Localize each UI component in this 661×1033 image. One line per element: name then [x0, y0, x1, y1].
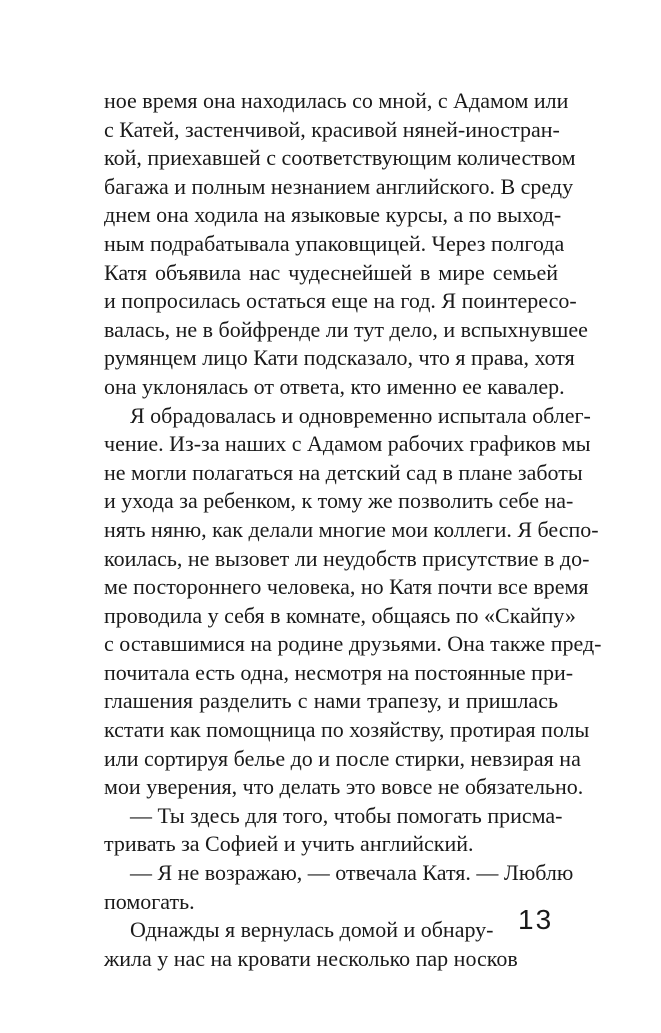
text-line: тривать за Софией и учить английский. [104, 831, 474, 857]
text-line: кой, приехавшей с соответствующим количеством [104, 145, 576, 171]
text-line: Катя объявила нас чудеснейшей в мире семьей [104, 259, 558, 285]
page-number: 13 [518, 904, 554, 935]
text-line: или сортируя белье до и после стирки, невзирая на [104, 745, 581, 771]
text-line: мои уверения, что делать это вовсе не обязательно. [104, 774, 584, 800]
text-line: Однажды я вернулась домой и обнару- [130, 917, 494, 943]
text-line: чение. Из-за наших с Адамом рабочих графиков мы [104, 431, 591, 457]
text-line: багажа и полным незнанием английского. В среду [104, 173, 574, 199]
text-line: ное время она находилась со мной, с Адамом или [104, 88, 569, 113]
text-line: с оставшимися на родине друзьями. Она также пред- [104, 631, 602, 657]
text-line: не могли полагаться на детский сад в плане заботы [104, 459, 583, 485]
text-line: почитала есть одна, несмотря на постоянные при- [104, 659, 574, 685]
text-line: кстати как помощница по хозяйству, протирая полы [104, 717, 590, 743]
text-line: ным подрабатывала упаковщицей. Через полгода [104, 230, 565, 256]
text-line: она уклонялась от ответа, кто именно ее кавалер. [104, 373, 565, 399]
text-line: — Я не возражаю, — отвечала Катя. — Люблю [130, 860, 574, 886]
text-line: глашения разделить с нами трапезу, и пришлась [104, 688, 558, 714]
text-line: Я обрадовалась и одновременно испытала облег- [130, 402, 591, 428]
text-line: и ухода за ребенком, к тому же позволить себе на- [104, 488, 574, 514]
text-line: — Ты здесь для того, чтобы помогать присма- [130, 802, 563, 828]
text-line: нять няню, как делали многие мои коллеги. Я беспо- [104, 516, 599, 542]
text-line: коилась, не вызовет ли неудобств присутствие в до- [104, 545, 590, 571]
text-line: днем она ходила на языковые курсы, а по выход- [104, 202, 562, 228]
text-line: ме постороннего человека, но Катя почти все время [104, 574, 589, 600]
text-line: и попросилась остаться еще на год. Я поинтересо- [104, 288, 577, 314]
text-line: с Катей, застенчивой, красивой няней-иностран- [104, 116, 560, 142]
body-text [104, 87, 602, 973]
text-line: помогать. [104, 888, 195, 914]
text-line: проводила у себя в комнате, общаясь по «Скайпу» [104, 602, 576, 628]
text-line: валась, не в бойфренде ли тут дело, и вспыхнувшее [104, 316, 588, 342]
text-line: румянцем лицо Кати подсказало, что я права, хотя [104, 345, 575, 371]
text-line: жила у нас на кровати несколько пар носков [104, 945, 518, 971]
